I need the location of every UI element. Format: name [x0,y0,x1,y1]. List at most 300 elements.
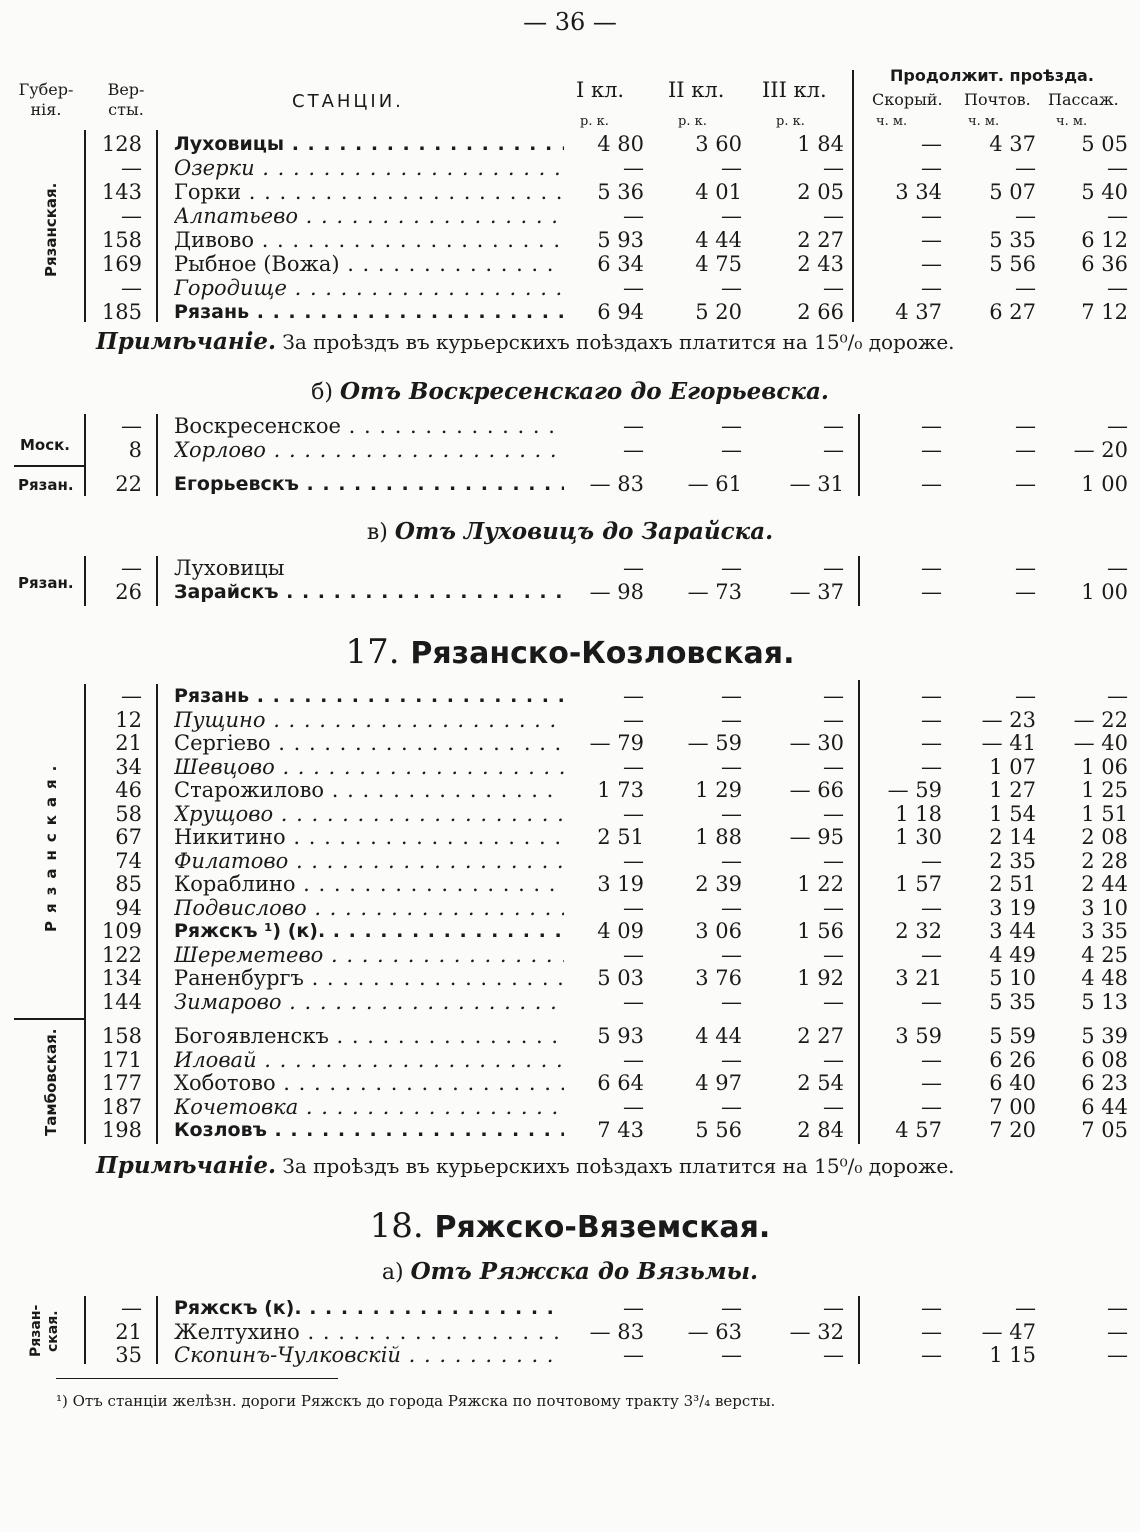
fare-cell: — [823,942,844,967]
note-text: За проѣздъ въ курьерскихъ поѣздахъ платится на 15⁰/₀ дороже. [282,1154,955,1178]
fare-cell: — 31 [789,472,844,496]
fare-cell: — 59 [687,731,742,755]
station-cell: Никитино . . . [174,825,564,849]
section-number: 17. [345,632,400,672]
fare-cell: — [823,1296,844,1320]
time-cell: 3 10 [1081,895,1128,920]
station-cell: Раненбургъ . . . [174,966,564,990]
table-row [0,731,1140,755]
header-class-1: I кл. [576,78,625,102]
time-cell: 4 37 [989,132,1036,156]
time-cell: 2 08 [1081,825,1128,849]
fare-cell: 4 75 [695,252,742,276]
fare-cell: 1 84 [797,132,844,156]
fare-cell: — [721,156,742,180]
fare-cell: — [721,1343,742,1367]
station-cell: Горки . . . [174,180,564,204]
fare-cell: — [721,276,742,300]
time-cell: 1 25 [1081,778,1128,802]
fare-cell: — 63 [687,1319,742,1344]
versty-cell: 67 [115,825,142,849]
table-row [0,849,1140,873]
station-cell: Хорлово . . . [174,438,564,462]
time-cell: 7 00 [989,1094,1036,1119]
time-cell: 5 59 [989,1024,1036,1048]
fare-cell: — 95 [789,825,844,849]
time-cell: 2 14 [989,825,1036,849]
fare-cell: — [623,204,644,228]
fare-cell: 4 01 [695,180,742,204]
versty-cell: — [121,414,142,438]
time-cell: 3 21 [895,966,942,990]
fare-cell: 2 51 [597,825,644,849]
station-cell: Ряжскъ ¹) (к). . . . [174,919,564,943]
time-cell: — [921,156,942,180]
guberniya-label: Рязан. [18,476,74,494]
fare-cell: — [623,556,644,580]
table-row [0,132,1140,156]
section-name: Рязанско-Козловская. [410,636,795,671]
time-cell: 3 59 [895,1024,942,1048]
time-cell: — [1015,684,1036,708]
versty-cell: 58 [115,801,142,826]
time-cell: 6 12 [1081,228,1128,252]
subsection-prefix: а) [381,1260,404,1285]
fare-cell: — [721,556,742,580]
unit-rk: р. к. [580,114,609,129]
time-cell: 1 07 [989,754,1036,779]
table-row [0,802,1140,826]
fare-cell: — [721,895,742,920]
station-cell: Зарайскъ . . . [174,580,564,604]
table-row [0,580,1140,604]
fare-cell: — 79 [589,731,644,755]
time-cell: 1 18 [895,801,942,826]
subsection-prefix: в) [366,520,388,545]
unit-rk: р. к. [776,114,805,129]
fare-cell: — [721,684,742,708]
time-cell: 1 00 [1081,472,1128,496]
table-row [0,252,1140,276]
time-cell: — [921,204,942,228]
time-cell: — [1015,472,1036,496]
fare-cell: 5 56 [695,1118,742,1142]
time-cell: — 40 [1073,731,1128,755]
fare-cell: 6 34 [597,252,644,276]
fare-cell: — [623,1296,644,1320]
time-cell: 5 56 [989,252,1036,276]
time-cell: 5 10 [989,966,1036,990]
time-cell: — [921,252,942,276]
fare-cell: 5 03 [597,966,644,990]
note-text: За проѣздъ въ курьерскихъ поѣздахъ платится на 15⁰/₀ дороже. [282,330,955,354]
time-cell: — [921,942,942,967]
time-cell: — [921,1071,942,1095]
station-cell: Желтухино . . . [174,1320,564,1344]
fare-cell: — [623,276,644,300]
fare-cell: — 98 [589,580,644,604]
versty-cell: 185 [101,300,142,324]
fare-cell: — [623,1343,644,1367]
table-row [0,966,1140,990]
versty-cell: 169 [101,252,142,276]
subsection-v-title [0,518,1140,545]
fare-cell: — [623,801,644,826]
fare-cell: — [623,895,644,920]
time-cell: 2 35 [989,848,1036,873]
time-cell: — [921,228,942,252]
table-row [0,990,1140,1014]
time-cell: — [1107,1296,1128,1320]
table-row [0,919,1140,943]
table-row [0,1048,1140,1072]
fare-cell: — [721,754,742,779]
time-cell: 3 44 [989,919,1036,943]
fare-cell: 1 88 [695,825,742,849]
versty-cell: 158 [101,1024,142,1048]
fare-cell: — 83 [589,1319,644,1344]
fare-cell: — 83 [589,472,644,496]
time-cell: 5 05 [1081,132,1128,156]
time-cell: — [921,414,942,438]
table-row [0,472,1140,496]
time-cell: 1 54 [989,801,1036,826]
station-cell: Кораблино . . . [174,872,564,896]
fare-cell: 5 36 [597,180,644,204]
fare-cell: — [721,1296,742,1320]
station-cell: Дивово . . . [174,228,564,252]
versty-cell: 35 [115,1343,142,1367]
subsection-title: Отъ Воскресенскаго до Егорьевска. [339,378,829,405]
fare-cell: — [823,1094,844,1119]
fare-cell: 1 92 [797,966,844,990]
page-number: — 36 — [523,8,617,36]
guberniya-label: Тамбовская. [42,1028,60,1136]
fare-cell: 2 84 [797,1118,844,1142]
guberniya-label: Рязан. [18,574,74,592]
fare-cell: 5 93 [597,228,644,252]
fare-cell: — [623,1047,644,1072]
rule [56,1378,338,1379]
fare-cell: 3 06 [695,919,742,943]
fare-cell: 4 44 [695,228,742,252]
time-cell: — [921,438,942,462]
time-cell: 5 13 [1081,989,1128,1014]
fare-cell: 1 22 [797,872,844,896]
station-cell: Подвислово . . . [174,896,564,920]
fare-cell: — [623,754,644,779]
fare-cell: 3 76 [695,966,742,990]
footnote: ¹) Отъ станціи желѣзн. дороги Ряжскъ до города Ряжска по почтовому тракту 3³/₄ версты. [56,1392,776,1410]
subsection-prefix: б) [311,380,333,405]
versty-cell: — [121,556,142,580]
fare-cell: 5 20 [695,300,742,324]
versty-cell: 34 [115,754,142,779]
fare-cell: — [721,707,742,732]
fare-cell: 2 27 [797,1024,844,1048]
fare-cell: — [823,156,844,180]
time-cell: 4 25 [1081,942,1128,967]
time-cell: 5 07 [989,180,1036,204]
guberniya-label: Рязанская. [42,182,60,278]
subsection-title: Отъ Ряжска до Вязьмы. [410,1258,759,1285]
station-cell: Пущино . . . [174,708,564,732]
station-cell: Воскресенское . . . [174,414,564,438]
table-row [0,943,1140,967]
fare-cell: — [721,801,742,826]
station-cell: Старожилово . . . [174,778,564,802]
time-cell: — [1107,156,1128,180]
fare-cell: — 37 [789,580,844,604]
fare-cell: 4 44 [695,1024,742,1048]
time-cell: — [921,707,942,732]
time-cell: — 47 [981,1319,1036,1344]
time-cell: 6 40 [989,1071,1036,1095]
subsection-title: Отъ Луховицъ до Зарайска. [394,518,774,545]
fare-cell: 1 56 [797,919,844,943]
section-18-title [0,1206,1140,1246]
versty-cell: 143 [101,180,142,204]
time-cell: — 23 [981,707,1036,732]
fare-cell: — [823,276,844,300]
fare-cell: 3 19 [597,872,644,896]
time-cell: — [1107,414,1128,438]
fare-cell: — [823,438,844,462]
fare-cell: — [721,204,742,228]
section-number: 18. [369,1206,424,1246]
header-class-2: II кл. [668,78,725,102]
fare-cell: 1 73 [597,778,644,802]
table-row [0,1296,1140,1320]
time-cell: 2 51 [989,872,1036,896]
fare-cell: — [623,848,644,873]
fare-cell: — [623,156,644,180]
guberniya-label: Рязанская. [42,757,60,933]
fare-cell: 2 39 [695,872,742,896]
table-row [0,204,1140,228]
fare-cell: — [623,1094,644,1119]
table-row [0,438,1140,462]
fare-cell: 5 93 [597,1024,644,1048]
header-fast: Скорый. [872,90,943,109]
header-guberniya: Губер- нія. [18,80,74,119]
time-cell: 7 12 [1081,300,1128,324]
time-cell: — [921,580,942,604]
time-cell: — [921,848,942,873]
versty-cell: 85 [115,872,142,896]
time-cell: 4 49 [989,942,1036,967]
time-cell: 6 44 [1081,1094,1128,1119]
time-cell: 5 39 [1081,1024,1128,1048]
time-cell: 1 57 [895,872,942,896]
unit-chm: ч. м. [876,114,908,129]
fare-cell: — [823,754,844,779]
table-row [0,156,1140,180]
subsection-a-title [0,1258,1140,1285]
time-cell: — [1107,276,1128,300]
station-cell: Хрущово . . . [174,802,564,826]
time-cell: — [1107,684,1128,708]
table-row [0,684,1140,708]
table-row [0,896,1140,920]
station-cell: Егорьевскъ . . . [174,472,564,496]
fare-cell: — [721,989,742,1014]
station-cell: Филатово . . . [174,849,564,873]
unit-chm: ч. м. [1056,114,1088,129]
header-versty: Вер- сты. [107,80,145,119]
time-cell: 3 34 [895,180,942,204]
time-cell: — [921,556,942,580]
versty-cell: 177 [101,1071,142,1095]
time-cell: 2 44 [1081,872,1128,896]
versty-cell: 122 [101,942,142,967]
time-cell: — [921,895,942,920]
table-row [0,276,1140,300]
versty-cell: 12 [115,707,142,732]
versty-cell: — [121,156,142,180]
time-cell: 4 57 [895,1118,942,1142]
fare-cell: — [823,204,844,228]
fare-cell: — [721,438,742,462]
fare-cell: — [823,989,844,1014]
time-cell: 3 35 [1081,919,1128,943]
time-cell: — [1015,276,1036,300]
fare-cell: 6 64 [597,1071,644,1095]
time-cell: — [1015,556,1036,580]
time-cell: — [1107,1343,1128,1367]
note-2 [96,1152,955,1179]
table-row [0,1320,1140,1344]
time-cell: 1 51 [1081,801,1128,826]
table-row [0,414,1140,438]
time-cell: — [921,754,942,779]
time-cell: 6 26 [989,1047,1036,1072]
versty-cell: — [121,684,142,708]
fare-cell: 1 29 [695,778,742,802]
station-cell: Рязань . . . [174,300,564,324]
fare-cell: 4 97 [695,1071,742,1095]
guberniya-label: Рязан- ская. [28,1304,61,1358]
time-cell: — [1015,156,1036,180]
versty-cell: 21 [115,731,142,755]
fare-cell: 3 60 [695,132,742,156]
fare-cell: 6 94 [597,300,644,324]
station-cell: Козловъ . . . [174,1118,564,1142]
versty-cell: 144 [101,989,142,1014]
fare-cell: 2 05 [797,180,844,204]
time-cell: 7 20 [989,1118,1036,1142]
station-cell: Городище . . . [174,276,564,300]
time-cell: 1 27 [989,778,1036,802]
time-cell: — [921,1296,942,1320]
station-cell: Озерки . . . [174,156,564,180]
unit-rk: р. к. [678,114,707,129]
versty-cell: 187 [101,1094,142,1119]
table-row [0,1343,1140,1367]
fare-cell: — 30 [789,731,844,755]
versty-cell: 171 [101,1047,142,1072]
fare-cell: — [623,684,644,708]
fare-cell: 2 54 [797,1071,844,1095]
section-name: Ряжско-Вяземская. [434,1210,771,1245]
station-cell: Шереметево . . . [174,943,564,967]
time-cell: — [921,1047,942,1072]
time-cell: — 59 [887,778,942,802]
time-cell: 2 28 [1081,848,1128,873]
fare-cell: — [823,1047,844,1072]
rule [14,465,86,467]
station-cell: Луховицы . . . [174,132,564,156]
versty-cell: 21 [115,1319,142,1344]
versty-cell: 94 [115,895,142,920]
fare-cell: 2 27 [797,228,844,252]
fare-cell: — 61 [687,472,742,496]
fare-cell: — [823,414,844,438]
time-cell: 1 30 [895,825,942,849]
time-cell: — [921,132,942,156]
time-cell: — [921,472,942,496]
subsection-b-title [0,378,1140,405]
fare-cell: 4 80 [597,132,644,156]
time-cell: 5 40 [1081,180,1128,204]
time-cell: 4 37 [895,300,942,324]
time-cell: — [921,684,942,708]
fare-cell: — 32 [789,1319,844,1344]
time-cell: — [1107,556,1128,580]
table-row [0,1118,1140,1142]
station-cell: Иловай . . . [174,1048,564,1072]
fare-cell: 4 09 [597,919,644,943]
time-cell: 6 23 [1081,1071,1128,1095]
time-cell: 1 06 [1081,754,1128,779]
table-row [0,180,1140,204]
fare-cell: — [823,707,844,732]
table-row [0,1095,1140,1119]
note-label: Примѣчаніе. [96,328,277,355]
note-1 [96,328,955,355]
fare-cell: — [623,989,644,1014]
time-cell: 6 27 [989,300,1036,324]
versty-cell: 22 [115,472,142,496]
fare-cell: — [623,942,644,967]
table-row [0,1024,1140,1048]
station-cell: Ряжскъ (к). . . . [174,1296,564,1320]
versty-cell: 109 [101,919,142,943]
time-cell: — [1107,204,1128,228]
header-stations: СТАНЦІИ. [292,91,404,112]
table-row [0,872,1140,896]
time-cell: 3 19 [989,895,1036,920]
table-row [0,300,1140,324]
versty-cell: 198 [101,1118,142,1142]
guberniya-label: Моск. [20,436,71,454]
station-cell: Скопинъ-Чулковскій . . . [174,1343,564,1367]
header-duration: Продолжит. проѣзда. [890,66,1094,85]
station-cell: Сергіево . . . [174,731,564,755]
table-row [0,778,1140,802]
time-cell: 6 08 [1081,1047,1128,1072]
fare-cell: — [623,707,644,732]
fare-cell: 2 66 [797,300,844,324]
header-class-3: III кл. [762,78,827,102]
time-cell: — [1015,580,1036,604]
time-cell: 1 15 [989,1343,1036,1367]
station-cell: Рязань . . . [174,684,564,708]
time-cell: — [1015,414,1036,438]
time-cell: — [921,1343,942,1367]
time-cell: — 20 [1073,438,1128,462]
station-cell: Кочетовка . . . [174,1095,564,1119]
